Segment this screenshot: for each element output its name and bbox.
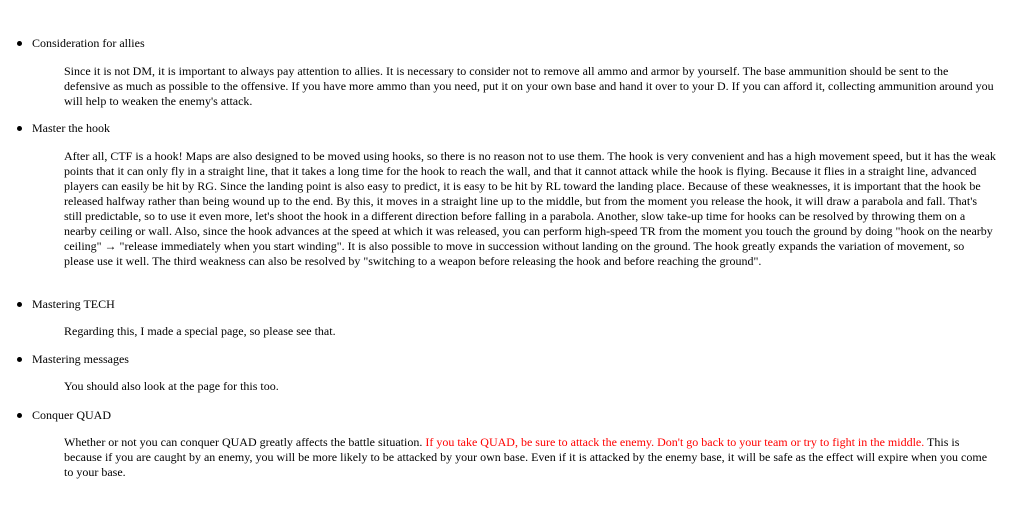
section-title-tech: Mastering TECH	[32, 297, 115, 311]
quad-text-highlight: If you take QUAD, be sure to attack the enemy. Don't go back to your team or try to fight in the middle.	[425, 435, 925, 449]
section-body-quad	[64, 435, 996, 480]
quad-text-intro: Whether or not you can conquer QUAD greatly affects the battle situation.	[64, 435, 426, 449]
section-body-allies: Since it is not DM, it is important to always pay attention to allies. It is necessary to consider not to remove all ammo and armor by yourself. The base ammunition should be sent to the defensive as much as possible to the offensive. If you have more ammo than you need, put it on your own base and hand it over to your D. If you can afford it, collecting ammunition around you will help to weaken the enemy's attack.	[64, 64, 994, 108]
quad-text-rest: This is because if you are caught by an enemy, you will be more likely to be attacked by your own base. Even if it is attacked by the enemy base, it will be safe as the effect will expire when you come to your base.	[64, 435, 988, 479]
bullet-icon	[17, 126, 22, 131]
section-title-quad: Conquer QUAD	[32, 408, 111, 422]
section-body-tech: Regarding this, I made a special page, so please see that.	[64, 324, 336, 338]
section-body-messages: You should also look at the page for this too.	[64, 379, 279, 393]
section-title-messages: Mastering messages	[32, 352, 129, 366]
bullet-icon	[17, 302, 22, 307]
bullet-icon	[17, 413, 22, 418]
bullet-icon	[17, 41, 22, 46]
bullet-icon	[17, 357, 22, 362]
section-title-hook: Master the hook	[32, 121, 110, 135]
section-title-allies: Consideration for allies	[32, 36, 145, 50]
section-body-hook: After all, CTF is a hook! Maps are also designed to be moved using hooks, so there is no reason not to use them. The hook is very convenient and has a high movement speed, but it has the weak points that it can only fly in a straight line, that it takes a long time for the hook to reach the wall, and that it cannot attack while the hook is flying. Because it flies in a straight line, advanced players can easily be hit by RG. Since the landing point is also easy to predict, it is easy to be hit by RL toward the landing place. Because of these weaknesses, it is important that the hook be released halfway rather than being wound up to the end. By this, it moves in a straight line up to the middle, but from the moment you release the hook, it will draw a parabola and fall. That's still predictable, so to use it even more, let's shoot the hook in a different direction before falling in a parabola. Another, slow take-up time for hooks can be resolved by throwing them on a nearby ceiling or wall. Also, since the hook advances at the speed at which it was released, you can perform high-speed TR from the moment you touch the ground by doing "hook on the nearby ceiling" → "release immediately when you start winding". It is also possible to move in succession without landing on the ground. The hook greatly expands the variation of movement, so please use it well. The third weakness can also be resolved by "switching to a weapon before releasing the hook and before reaching the ground".	[64, 149, 996, 268]
